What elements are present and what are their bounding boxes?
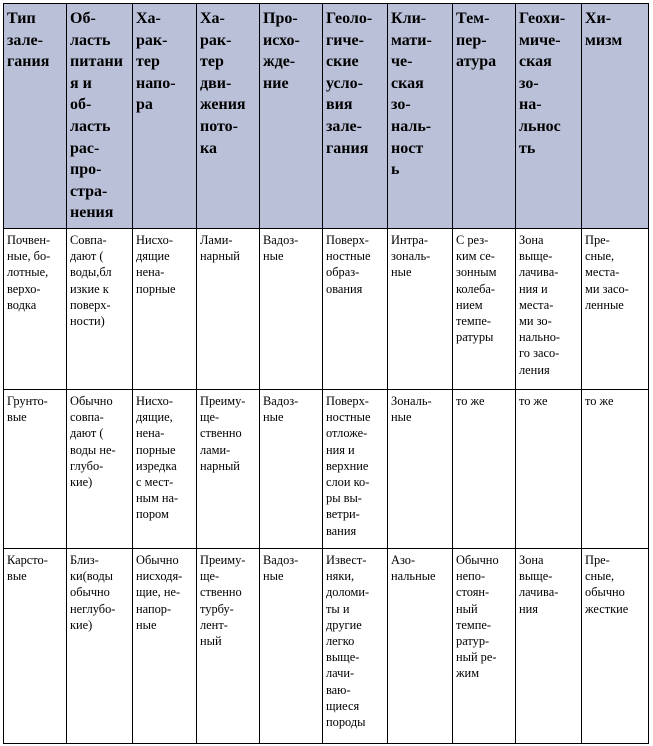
table-cell: Пре- сные, места- ми засо- ленные: [582, 229, 649, 390]
header-cell-temperature: Тем- пер- атура: [453, 4, 516, 229]
table-cell: Лами- нарный: [197, 229, 260, 390]
table-cell: Зона выще- лачива- ния: [516, 549, 582, 744]
table-cell: Преиму- ще- ственно турбу- лент- ный: [197, 549, 260, 744]
table-cell: Интра- зональ- ные: [388, 229, 453, 390]
table-cell: Обычно совпа- дают ( воды не- глубо- кие): [67, 390, 133, 549]
header-cell-chemistry: Хи- мизм: [582, 4, 649, 229]
table-cell: Азо- нальные: [388, 549, 453, 744]
table-row: [4, 229, 649, 390]
header-cell-pressure-type: Ха- рак- тер напо- ра: [133, 4, 197, 229]
table-row: [4, 390, 649, 549]
table-cell: Нисхо- дящие нена- порные: [133, 229, 197, 390]
table-cell: Вадоз- ные: [260, 229, 323, 390]
table-cell: Совпа- дают ( воды,бл изкие к поверх- ности): [67, 229, 133, 390]
table-cell: Пре- сные, обычно жесткие: [582, 549, 649, 744]
table-cell: Извест- няки, доломи- ты и другие легко выще- лачи- ваю- щиеся породы: [323, 549, 388, 744]
table-cell: Карсто- вые: [4, 549, 67, 744]
table-cell: Зона выще- лачива- ния и места- ми зо- нально- го засо- ления: [516, 229, 582, 390]
table-header-row: [4, 4, 649, 229]
table-cell: Нисхо- дящие, нена- порные изредка с мест- ным на- пором: [133, 390, 197, 549]
table-cell: то же: [453, 390, 516, 549]
header-cell-flow-type: Ха- рак- тер дви- жения пото- ка: [197, 4, 260, 229]
header-cell-geological-conditions: Геоло- гиче- ские усло- вия зале- гания: [323, 4, 388, 229]
table-cell: то же: [516, 390, 582, 549]
table-cell: С рез- ким се- зонным колеба- нием темпе- ратуры: [453, 229, 516, 390]
table-cell: Обычно непо- стоян- ный темпе- ратур- ный ре- жим: [453, 549, 516, 744]
table-row: [4, 549, 649, 744]
header-cell-geochemical-zonality: Геохи- миче- ская зо- на- льнос ть: [516, 4, 582, 229]
table-cell: Вадоз- ные: [260, 390, 323, 549]
table-cell: Поверх- ностные образ- ования: [323, 229, 388, 390]
header-cell-origin: Про- исхо- жде- ние: [260, 4, 323, 229]
table-cell: то же: [582, 390, 649, 549]
table-cell: Обычно нисходя- щие, не- напор- ные: [133, 549, 197, 744]
table-cell: Грунто- вые: [4, 390, 67, 549]
header-cell-occurrence-type: Тип зале- гания: [4, 4, 67, 229]
table-cell: Преиму- ще- ственно лами- нарный: [197, 390, 260, 549]
header-cell-recharge-area: Об- ласть питания и об- ласть рас- про- стра- нения: [67, 4, 133, 229]
groundwater-classification-table: [3, 3, 649, 744]
header-cell-climatic-zonality: Кли- мати- че- ская зо- наль- ност ь: [388, 4, 453, 229]
table-cell: Зональ- ные: [388, 390, 453, 549]
table-cell: Вадоз- ные: [260, 549, 323, 744]
table-cell: Почвен- ные, бо- лотные, верхо- водка: [4, 229, 67, 390]
table-cell: Близ- ки(воды обычно неглубо- кие): [67, 549, 133, 744]
table-cell: Поверх- ностные отложе- ния и верхние слои ко- ры вы- ветри- вания: [323, 390, 388, 549]
